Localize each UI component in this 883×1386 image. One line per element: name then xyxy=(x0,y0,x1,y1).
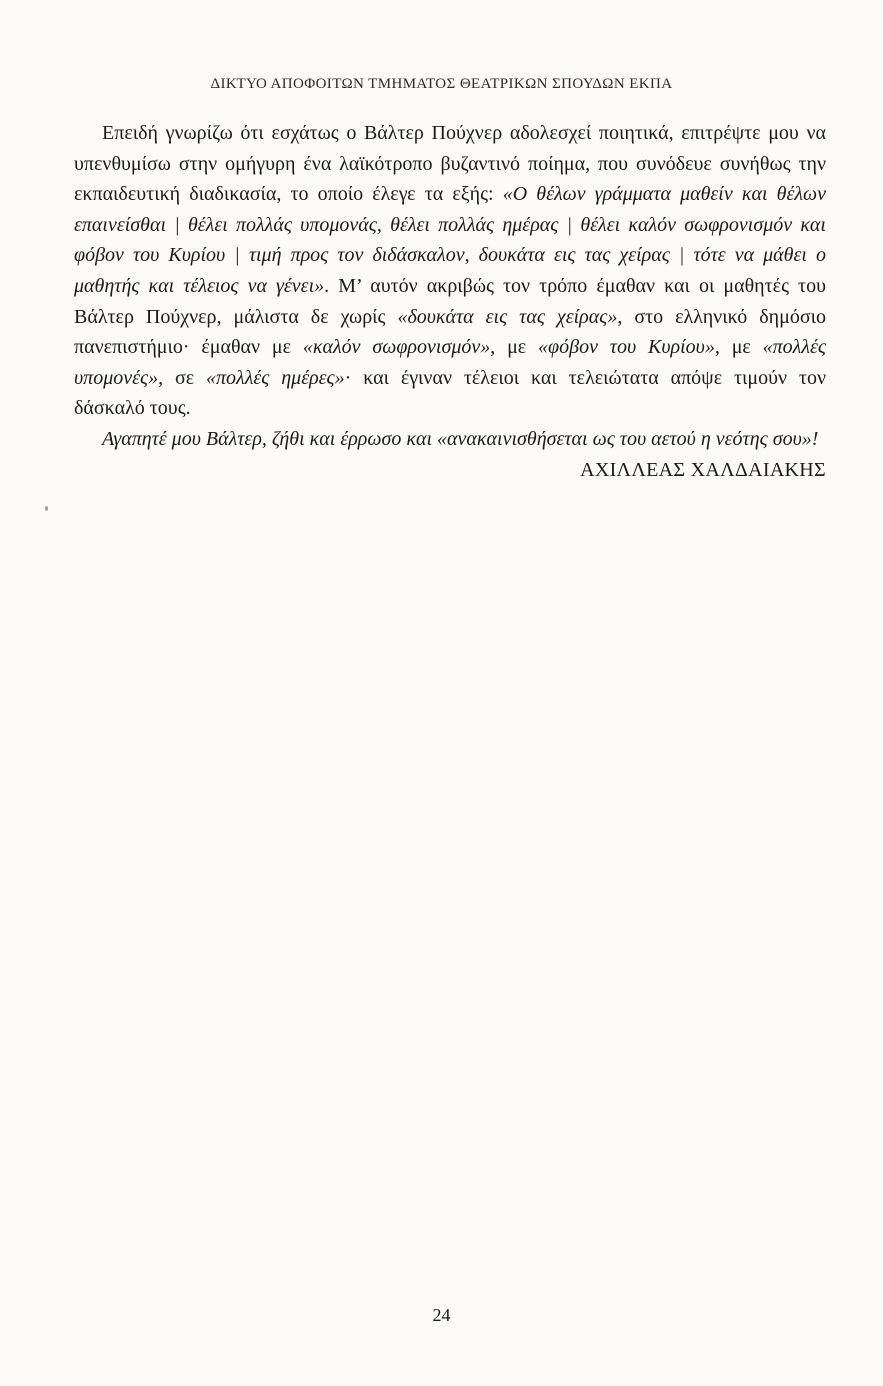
quote: «φόβον του Κυρίου» xyxy=(538,336,715,359)
scan-speck xyxy=(45,506,48,511)
signature: ΑΧΙΛΛΕΑΣ ΧΑΛΔΑΙΑΚΗΣ xyxy=(580,458,826,481)
text-segment: , σε xyxy=(158,366,207,389)
main-text xyxy=(74,118,826,485)
page-number: 24 xyxy=(432,1305,451,1325)
text-segment: , με xyxy=(490,336,539,359)
text-segment: · και έγιναν τέλειοι και τελειώτατα απόψε τιμούν τον δάσκαλό τους. xyxy=(74,366,826,420)
text-segment: , στο ελληνικό δημόσιο πανεπιστήμιο· έμαθαν με xyxy=(74,305,826,359)
text-segment: , με xyxy=(714,336,763,359)
quote: «καλόν σωφρονισμόν» xyxy=(302,336,491,359)
quote: «πολλές υπομονές» xyxy=(74,336,826,389)
paragraph-1 xyxy=(74,118,826,424)
quoted-poem: «Ο θέλων γράμματα μαθείν και θέλων επαινείσθαι | θέλει πολλάς υπομονάς, θέλει πολλάς ημέρας | θέλει καλόν σωφρονισμόν και φόβον του Κυρίου | τιμή προς τον διδάσκαλον, δουκάτα εις τας χείρας | τότε να μάθει ο μαθητής και τέλειος να γένει» xyxy=(74,183,826,297)
quote: «πολλές ημέρες» xyxy=(206,366,345,389)
text-segment: . Μ’ αυτόν ακριβώς τον τρόπο έμαθαν και οι μαθητές του Βάλτερ Πούχνερ, μάλιστα δε χωρίς xyxy=(74,274,826,328)
paragraph-2: Αγαπητέ μου Βάλτερ, ζήθι και έρρωσο και «ανακαινισθήσεται ως του αετού η νεότης σου»! xyxy=(102,427,819,450)
quote: «δουκάτα εις τας χείρας» xyxy=(397,305,618,328)
text-segment: Επειδή γνωρίζω ότι εσχάτως ο Βάλτερ Πούχνερ αδολεσχεί ποιητικά, επιτρέψτε μου να υπενθυμίσω στην ομήγυρη ένα λαϊκότροπο βυζαντινό ποίημα, που συνόδευε συνήθως την εκπαιδευτική διαδικασία, το οποίο έλεγε τα εξής: xyxy=(74,122,826,206)
running-header: ΔΙΚΤΥΟ ΑΠΟΦΟΙΤΩΝ ΤΜΗΜΑΤΟΣ ΘΕΑΤΡΙΚΩΝ ΣΠΟΥΔΩΝ ΕΚΠΑ xyxy=(210,76,673,92)
